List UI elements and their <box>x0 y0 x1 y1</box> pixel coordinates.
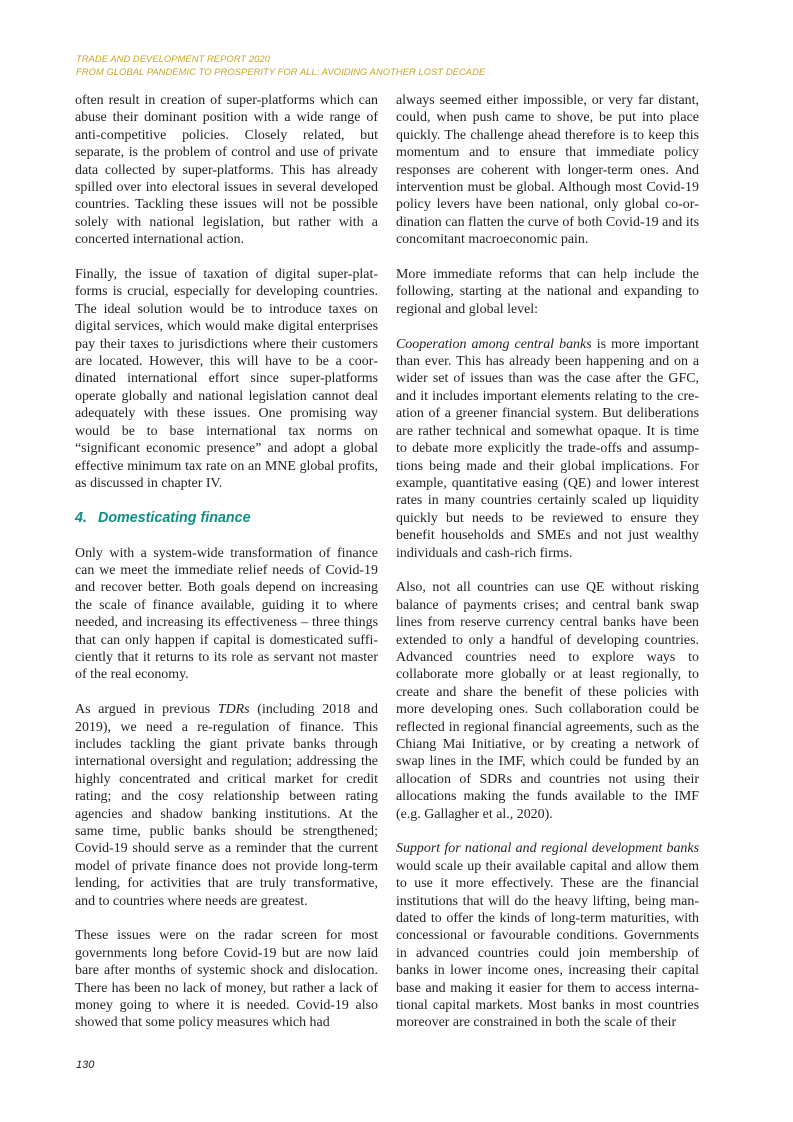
report-title: TRADE AND DEVELOPMENT REPORT 2020 <box>76 53 270 64</box>
paragraph: These issues were on the radar screen for most governments long before Covid-19 but are now laid bare after months of systemic shock and dislocation. There has been no lack of money, but rather a lack of money going to where it is needed. Covid-19 also showed that some policy measures which had <box>75 928 378 1031</box>
paragraph-text: would scale up their available capital and allow them to use it more effectively. These are the financial institutions that will do the heavy lifting, being mandated to offer the kinds of long-term maturities, with concessional or favourable conditions. Governments in advanced countries could join membership of banks in lower income ones, increasing their capital base and making it easier for them to access international capital markets. Most banks in most countries moreover are constrained in both the scale of their <box>396 858 699 1031</box>
right-column <box>396 92 699 1032</box>
section-number: 4. <box>75 509 87 526</box>
paragraph-text: is more important than ever. This has already been happening and on a wider set of issues than was the case after the GFC, and it includes important elements relating to the creation of a greener financial system. But deliberations are rather technical and somewhat opaque. It is time to debate more explicitly the trade-offs and assumptions being made and their global implications. For example, quantitative easing (QE) and lower interest rates in many countries certainly scaled up liquidity quickly but needs to be reviewed to ensure they benefit households and SMEs and not just wealthy individuals and cash-rich firms. <box>396 336 699 561</box>
emphasis-central-banks: Cooperation among central banks <box>396 336 592 352</box>
paragraph-text: (including 2018 and 2019), we need a re-regulation of finance. This includes tackling the giant private banks through international oversight and regulation; addressing the highly concentrated and critical market for credit rating; and the cosy relationship between rating agencies and shadow banking institutions. At the same time, public banks should be strengthened; Covid-19 should serve as a reminder that the current model of private finance does not provide long-term lending, for activities that are truly transformative, and to countries where needs are greatest. <box>75 702 378 909</box>
paragraph <box>396 336 699 562</box>
paragraph <box>75 701 378 910</box>
paragraph: Only with a system-wide transformation of finance can we meet the immediate relief needs of Covid-19 and recover better. Both goals depend on increasing the scale of finance available, guiding it to where needed, and increasing its effectiveness – three things that can only happen if capital is domesticated sufficiently that it returns to its role as servant not master of the real economy. <box>75 545 378 683</box>
paragraph: More immediate reforms that can help include the following, starting at the national and expanding to regional and global level: <box>396 267 699 317</box>
left-column <box>75 92 378 1032</box>
report-subtitle: FROM GLOBAL PANDEMIC TO PROSPERITY FOR ALL: AVOIDING ANOTHER LOST DECADE <box>76 65 486 77</box>
paragraph: always seemed either impossible, or very far distant, could, when push came to shove, be put into place quickly. The challenge ahead therefore is to keep this momentum and to ensure that immediate policy responses are coherent with longer-term ones. And intervention must be global. Although most Covid-19 policy levers have been national, only global co-ordination can flatten the curve of both Covid-19 and its concomitant macroeconomic pain. <box>396 93 699 248</box>
paragraph: Finally, the issue of taxation of digital super-platforms is crucial, especially for developing countries. The ideal solution would be to introduce taxes on digital services, which would make digital enterprises pay their taxes to jurisdictions where their customers are located. However, this will have to be a coordinated international effort since super-platforms operate globally and national legislation cannot deal adequately with these issues. One promising way would be to base international tax norms on “significant economic presence” and adopt a global effective minimum tax rate on an MNE global profits, as discussed in chapter IV. <box>75 267 378 491</box>
page-number: 130 <box>76 1059 95 1071</box>
section-heading <box>75 510 378 527</box>
paragraph: Also, not all countries can use QE without risking balance of payments crises; and central bank swap lines from reserve currency central banks have been extended to only a handful of developing countries. Advanced countries need to explore ways to collaborate more globally or at least regionally, to create and share the benefit of these policies with more developing ones. Such collaboration could be reflected in regional financial agreements, such as the Chiang Mai Initiative, or by creating a network of swap lines in the IMF, which could be funded by an allocation of SDRs and countries not using their allocations making the funds available to the IMF (e.g. Gallagher et al., 2020). <box>396 580 699 822</box>
emphasis-tdrs: TDRs <box>217 702 250 718</box>
emphasis-development-banks: Support for national and regional development banks <box>396 841 699 857</box>
paragraph-text: As argued in previous <box>75 702 218 718</box>
running-header <box>76 53 716 78</box>
section-title: Domesticating finance <box>98 509 251 526</box>
paragraph <box>396 840 699 1031</box>
paragraph: often result in creation of super-platforms which can abuse their dominant position with a wide range of anti-competitive policies. Closely related, but separate, is the problem of control and use of private data collected by super-platforms. This has already spilled over into electoral issues in several developed countries. Tackling these issues will not be possible solely with national legislation, but rather with a concerted international action. <box>75 93 378 248</box>
